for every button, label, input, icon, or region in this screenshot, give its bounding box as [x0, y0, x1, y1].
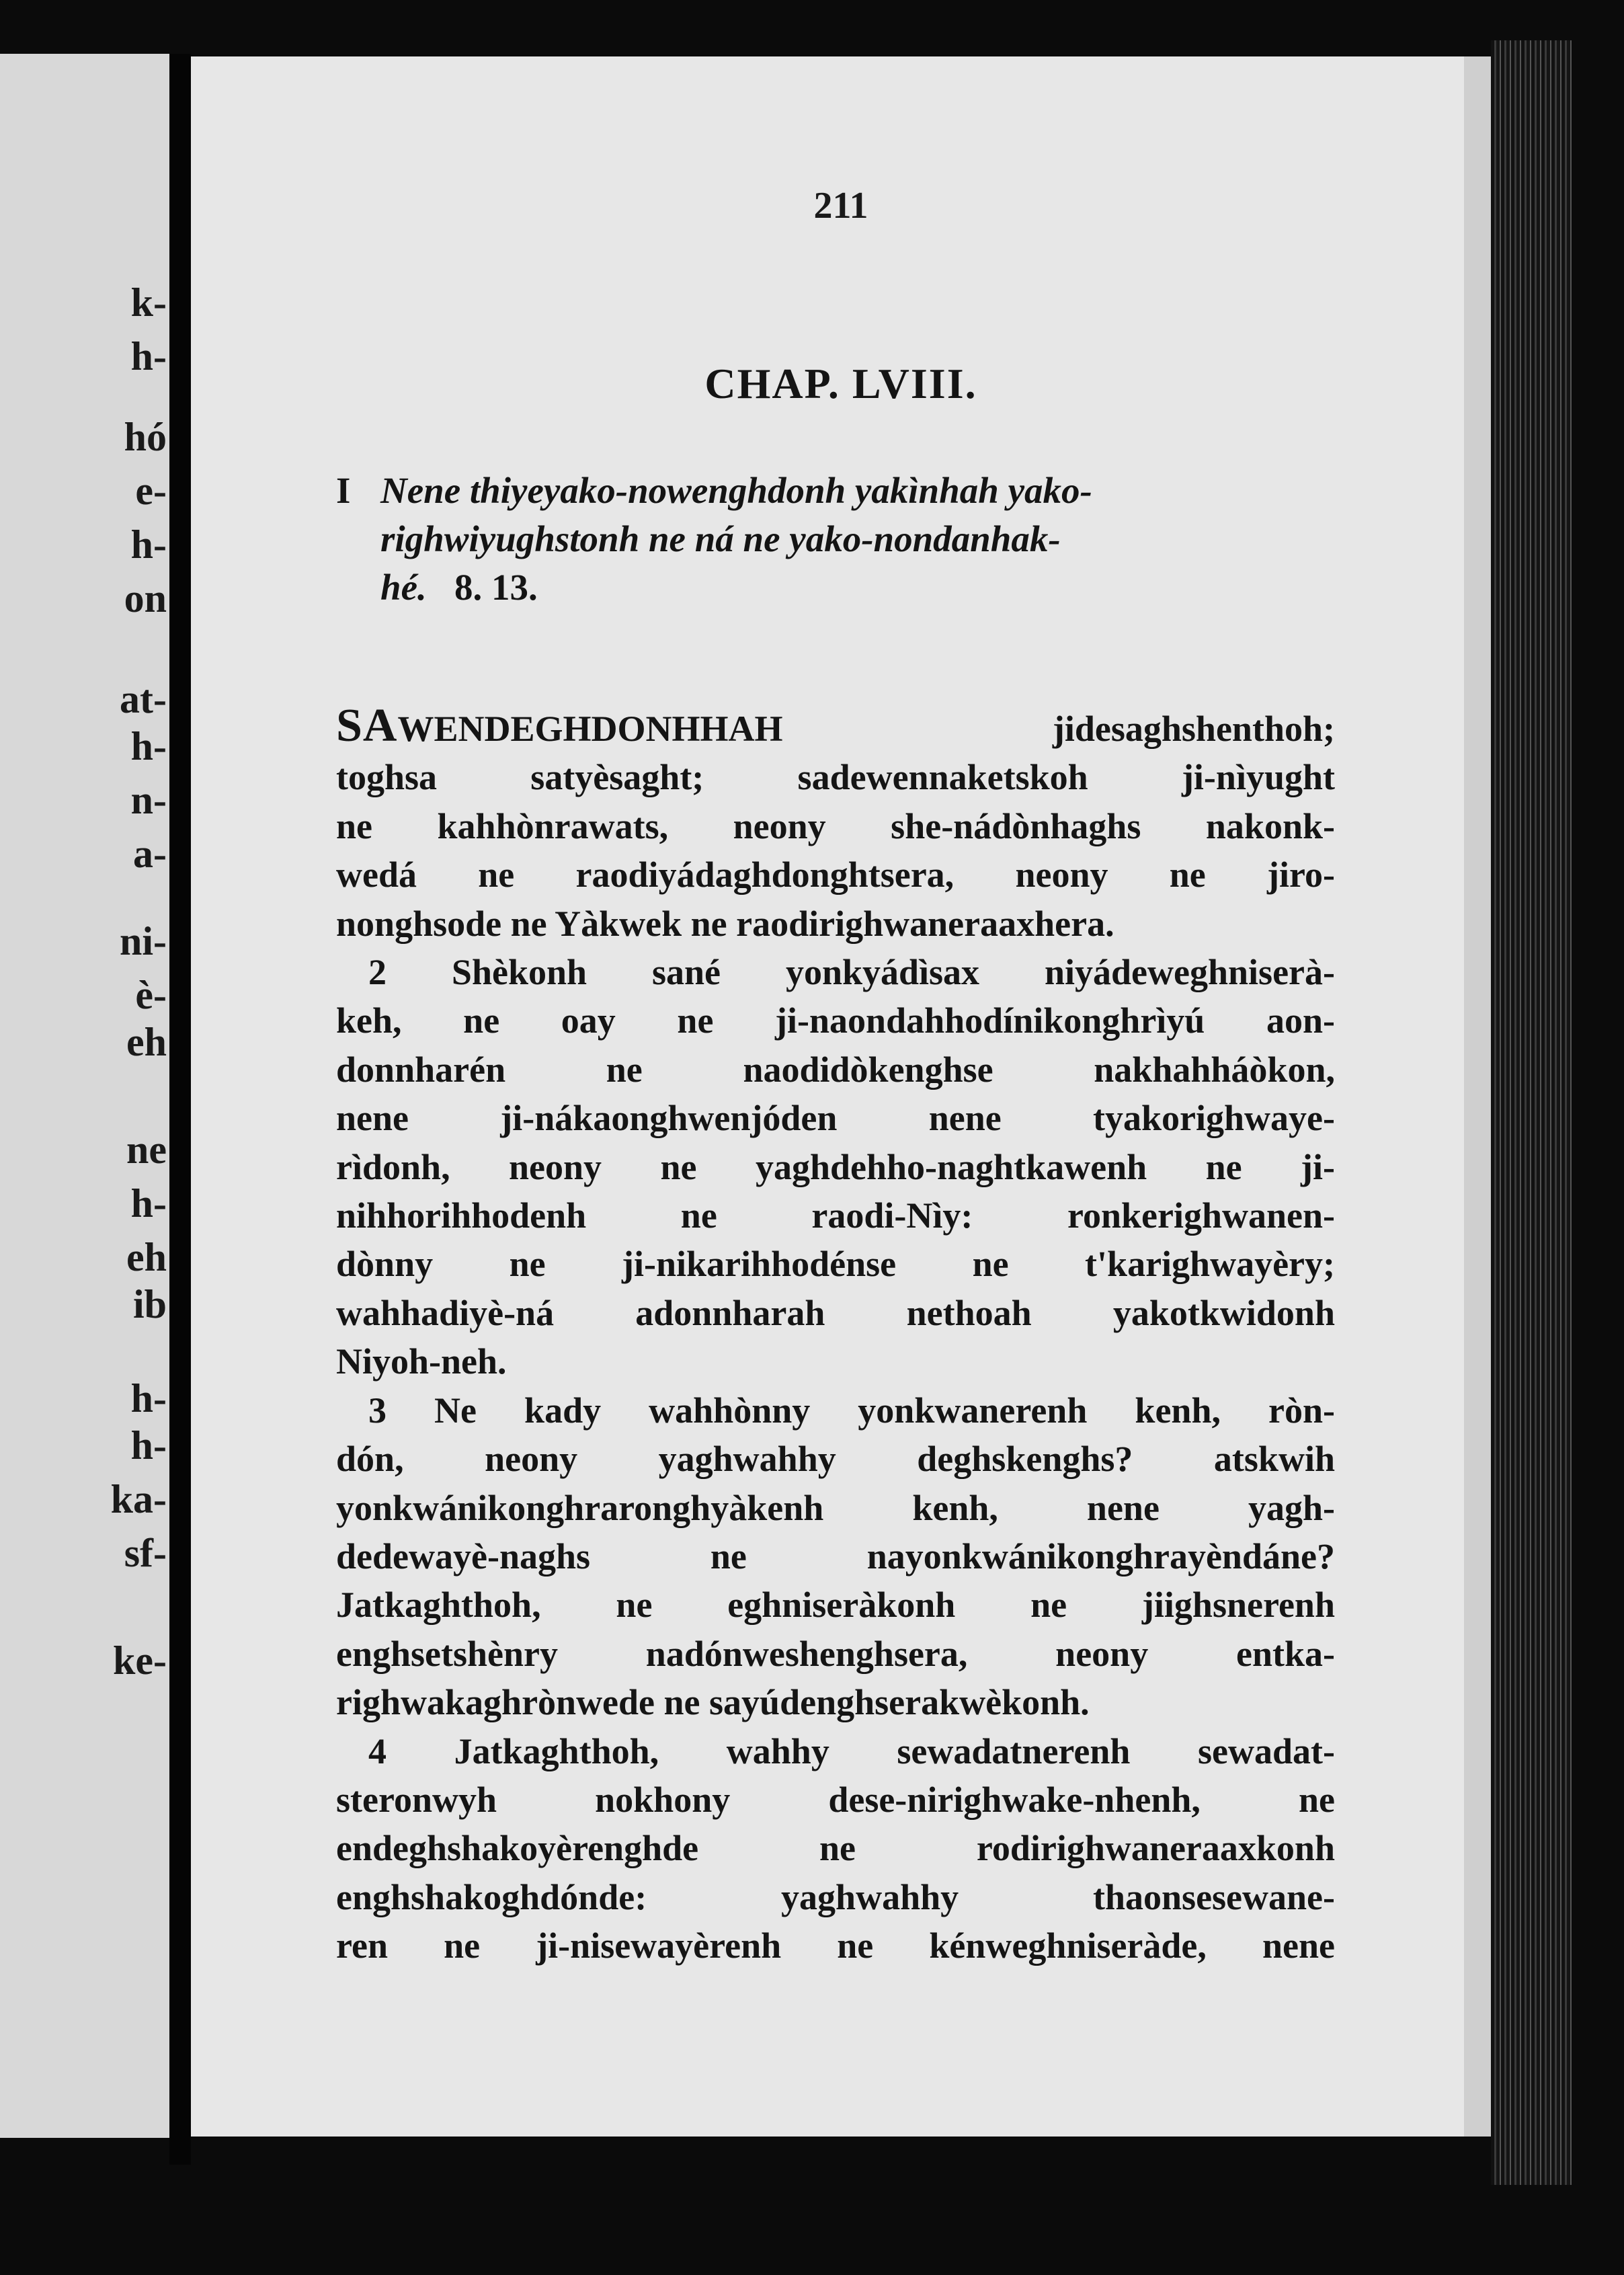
left-page-fragment: k- — [130, 280, 167, 325]
text-line — [336, 702, 1335, 753]
left-page-fragment: a- — [133, 832, 167, 876]
left-page-fragment: at- — [120, 677, 167, 721]
text-line-content: wedá ne raodiyádaghdonghtsera, neony ne jiro- — [336, 854, 1335, 895]
left-page-fragment: on — [124, 576, 167, 621]
text-line-content: keh, ne oay ne ji-naondahhodínikonghrìyú aon- — [336, 1000, 1335, 1041]
text-line-content: nihhorihhodenh ne raodi-Nìy: ronkerighwanen- — [336, 1195, 1335, 1236]
summary-text-2: righwiyughstonh ne ná ne yako-nondanhak- — [380, 518, 1061, 559]
text-line-content: nonghsode ne Yàkwek ne raodirighwaneraaxhera. — [336, 903, 1114, 944]
text-line — [336, 1484, 1335, 1532]
text-line — [336, 1824, 1335, 1872]
text-line — [336, 753, 1335, 801]
summary-line-1 — [336, 467, 1335, 515]
text-line-content: rìdonh, neony ne yaghdehho-naghtkawenh ne ji- — [336, 1146, 1335, 1187]
left-page-fragment: è- — [135, 973, 167, 1017]
text-line-content: dònny ne ji-nikarihhodénse ne t'karighwayèry; — [336, 1244, 1335, 1285]
summary-line-3 — [336, 563, 1335, 612]
text-line-content: ne kahhònrawats, neony she-nádònhaghs nakonk- — [336, 805, 1335, 846]
left-page-fragment: ni- — [119, 919, 167, 963]
text-line-content: 3 Ne kady wahhònny yonkwanerenh kenh, ròn- — [368, 1390, 1335, 1431]
text-line-content: dedewayè-naghs ne nayonkwánikonghrayèndáne? — [336, 1535, 1335, 1576]
text-line — [336, 1143, 1335, 1191]
text-line — [336, 996, 1335, 1045]
text-line — [336, 948, 1335, 996]
text-line — [336, 1337, 1335, 1386]
summary-text-3: hé. — [380, 567, 427, 608]
text-line — [336, 1921, 1335, 1970]
left-page-fragment: n- — [130, 778, 167, 822]
left-page-fragment: ib — [132, 1282, 167, 1326]
left-page-fragment: h- — [130, 522, 167, 567]
text-line — [336, 1435, 1335, 1483]
text-line-content: 4 Jatkaghthoh, wahhy sewadatnerenh sewadat- — [368, 1730, 1335, 1771]
text-line-content: ren ne ji-nisewayèrenh ne kénweghniseràde, nene — [336, 1925, 1335, 1966]
left-page-fragment: ka- — [110, 1477, 167, 1521]
text-line-content: dón, neony yaghwahhy deghskenghs? atskwih — [336, 1439, 1335, 1480]
left-facing-page — [0, 54, 169, 2138]
left-page-fragment: ne — [126, 1127, 167, 1172]
summary-number: I — [336, 470, 351, 511]
summary-line-2 — [336, 515, 1335, 563]
text-line — [336, 1727, 1335, 1775]
text-line — [336, 1678, 1335, 1726]
left-page-fragment: h- — [130, 334, 167, 378]
text-line — [336, 1289, 1335, 1337]
text-line — [336, 1630, 1335, 1678]
page-number: 211 — [813, 185, 868, 227]
text-line-content: donnharén ne naodidòkenghse nakhahháòkon, — [336, 1049, 1335, 1090]
main-page — [191, 56, 1491, 2137]
text-line-content: endeghshakoyèrenghde ne rodirighwaneraaxkonh — [336, 1828, 1335, 1869]
text-line-content: steronwyh nokhony dese-nirighwake-nhenh, ne — [336, 1779, 1335, 1820]
chapter-body-text — [336, 702, 1335, 1970]
left-page-fragment: eh — [126, 1235, 167, 1279]
text-line — [336, 1240, 1335, 1288]
text-line-content: wahhadiyè-ná adonnharah nethoah yakotkwidonh — [336, 1292, 1335, 1333]
summary-text-1: Nene thiyeyako-nowenghdonh yakìnhah yako- — [380, 470, 1092, 511]
text-line — [336, 802, 1335, 850]
book-gutter — [169, 54, 191, 2165]
text-line-content: nene ji-nákaonghwenjóden nene tyakorighwaye- — [336, 1098, 1335, 1139]
left-page-fragment: h- — [130, 1376, 167, 1421]
text-line-content: yonkwánikonghraronghyàkenh kenh, nene yagh- — [336, 1487, 1335, 1528]
text-line — [336, 1775, 1335, 1824]
left-page-fragment: ke- — [113, 1638, 167, 1683]
left-page-fragment: hó — [124, 415, 167, 459]
text-line-content: 2 Shèkonh sané yonkyádìsax niyádeweghniserà- — [368, 952, 1335, 993]
text-line-content: Jatkaghthoh, ne eghniseràkonh ne jiighsnerenh — [336, 1585, 1335, 1626]
drop-cap: SA — [336, 700, 398, 752]
text-line — [336, 850, 1335, 899]
text-line-content: righwakaghrònwede ne sayúdenghserakwèkonh. — [336, 1682, 1090, 1723]
text-line-content: enghsetshènry nadónweshenghsera, neony entka- — [336, 1633, 1335, 1674]
left-page-fragment: eh — [126, 1020, 167, 1064]
left-page-fragment: h- — [130, 1181, 167, 1226]
text-line — [336, 1532, 1335, 1581]
text-line — [336, 1191, 1335, 1240]
text-line-content: WENDEGHDONHHAH jidesaghshenthoh; — [397, 709, 1335, 749]
text-line — [336, 1386, 1335, 1435]
text-line — [336, 900, 1335, 948]
left-page-fragment: sf- — [124, 1531, 167, 1575]
chapter-heading: CHAP. LVIII. — [704, 360, 977, 407]
text-line — [336, 1873, 1335, 1921]
left-page-fragment: e- — [135, 469, 167, 513]
text-line-content: Niyoh-neh. — [336, 1341, 507, 1382]
left-page-fragment: h- — [130, 724, 167, 768]
text-line-content: enghshakoghdónde: yaghwahhy thaonsesewane- — [336, 1876, 1335, 1917]
left-page-fragment: h- — [130, 1423, 167, 1468]
text-line — [336, 1045, 1335, 1094]
book-page-edges — [1491, 40, 1572, 2185]
text-line-content: toghsa satyèsaght; sadewennaketskoh ji-nìyught — [336, 757, 1335, 798]
text-line — [336, 1581, 1335, 1629]
chapter-summary — [336, 467, 1335, 612]
text-line — [336, 1094, 1335, 1142]
summary-reference: 8. 13. — [454, 567, 538, 608]
